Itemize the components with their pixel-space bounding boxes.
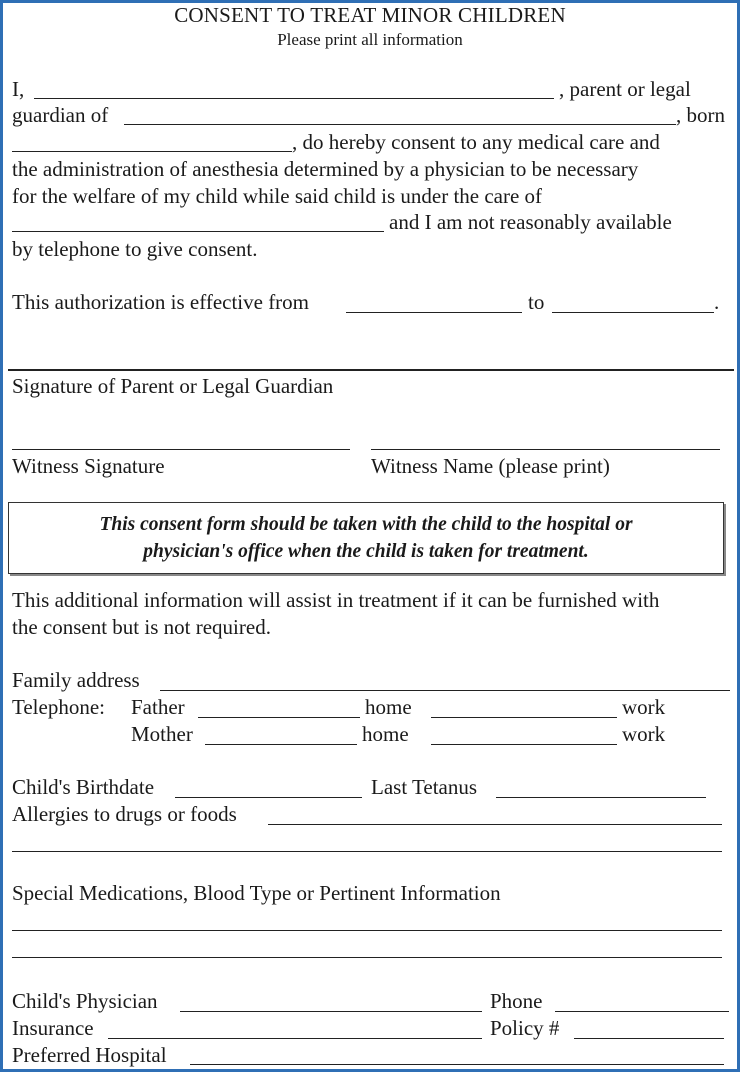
born-date-blank[interactable] xyxy=(12,151,292,152)
child-birthdate-field[interactable] xyxy=(175,797,362,798)
phone-field[interactable] xyxy=(555,1011,729,1012)
notice-line-1: This consent form should be taken with the child to the hospital or xyxy=(99,514,633,535)
p1-line4: the administration of anesthesia determined by a physician to be necessary xyxy=(12,157,639,181)
special-info-label: Special Medications, Blood Type or Pertinent Information xyxy=(12,881,501,905)
p1-i: I, xyxy=(12,77,25,101)
father-home-label: home xyxy=(365,695,412,719)
family-address-label: Family address xyxy=(12,668,140,692)
p1-line7: by telephone to give consent. xyxy=(12,237,258,261)
mother-label: Mother xyxy=(131,722,193,746)
allergies-label: Allergies to drugs or foods xyxy=(12,802,237,826)
witness-signature-label: Witness Signature xyxy=(12,454,165,478)
mother-work-label: work xyxy=(622,722,666,746)
auth-period: . xyxy=(714,290,720,314)
form-title: CONSENT TO TREAT MINOR CHILDREN xyxy=(174,3,566,27)
child-birthdate-label: Child's Birthdate xyxy=(12,775,155,799)
special-info-field-2[interactable] xyxy=(12,957,722,958)
father-home-field[interactable] xyxy=(198,717,360,718)
phone-label: Phone xyxy=(490,989,543,1013)
last-tetanus-label: Last Tetanus xyxy=(371,775,478,799)
policy-field[interactable] xyxy=(574,1038,724,1039)
physician-field[interactable] xyxy=(180,1011,482,1012)
notice-line-2: physician's office when the child is taken for treatment. xyxy=(143,541,589,562)
hospital-field[interactable] xyxy=(190,1064,724,1065)
child-name-blank[interactable] xyxy=(124,124,676,125)
mother-home-label: home xyxy=(362,722,409,746)
parent-name-blank[interactable] xyxy=(34,98,554,99)
insurance-label: Insurance xyxy=(12,1016,94,1040)
p1-guardian-of: guardian of xyxy=(12,103,109,127)
father-label: Father xyxy=(131,695,185,719)
parent-signature-label: Signature of Parent or Legal Guardian xyxy=(12,374,334,398)
policy-label: Policy # xyxy=(490,1016,560,1040)
last-tetanus-field[interactable] xyxy=(496,797,706,798)
witness-signature-line[interactable] xyxy=(12,449,350,450)
allergies-field-2[interactable] xyxy=(12,851,722,852)
mother-work-field[interactable] xyxy=(431,744,617,745)
auth-from-blank[interactable] xyxy=(346,312,522,313)
p1-born: , born xyxy=(676,103,725,127)
parent-signature-line[interactable] xyxy=(8,369,734,371)
father-work-label: work xyxy=(622,695,666,719)
insurance-field[interactable] xyxy=(108,1038,482,1039)
father-work-field[interactable] xyxy=(431,717,617,718)
additional-line-1: This additional information will assist in treatment if it can be furnished with xyxy=(12,588,660,612)
caretaker-blank[interactable] xyxy=(12,231,384,232)
allergies-field[interactable] xyxy=(268,824,722,825)
p1-not-available: and I am not reasonably available xyxy=(389,210,672,234)
family-address-field[interactable] xyxy=(160,690,730,691)
form-subtitle: Please print all information xyxy=(277,30,463,49)
witness-name-line[interactable] xyxy=(371,449,720,450)
special-info-field-1[interactable] xyxy=(12,930,722,931)
additional-line-2: the consent but is not required. xyxy=(12,615,271,639)
physician-label: Child's Physician xyxy=(12,989,158,1013)
auth-to-blank[interactable] xyxy=(552,312,714,313)
mother-home-field[interactable] xyxy=(205,744,357,745)
p1-line5: for the welfare of my child while said child is under the care of xyxy=(12,184,543,208)
telephone-label: Telephone: xyxy=(12,695,105,719)
hospital-label: Preferred Hospital xyxy=(12,1043,167,1067)
auth-to: to xyxy=(528,290,545,314)
witness-name-label: Witness Name (please print) xyxy=(371,454,610,478)
notice-box xyxy=(8,502,724,574)
p1-parent-legal: , parent or legal xyxy=(559,77,691,101)
p1-consent: , do hereby consent to any medical care and xyxy=(292,130,660,154)
auth-effective-from: This authorization is effective from xyxy=(12,290,310,314)
